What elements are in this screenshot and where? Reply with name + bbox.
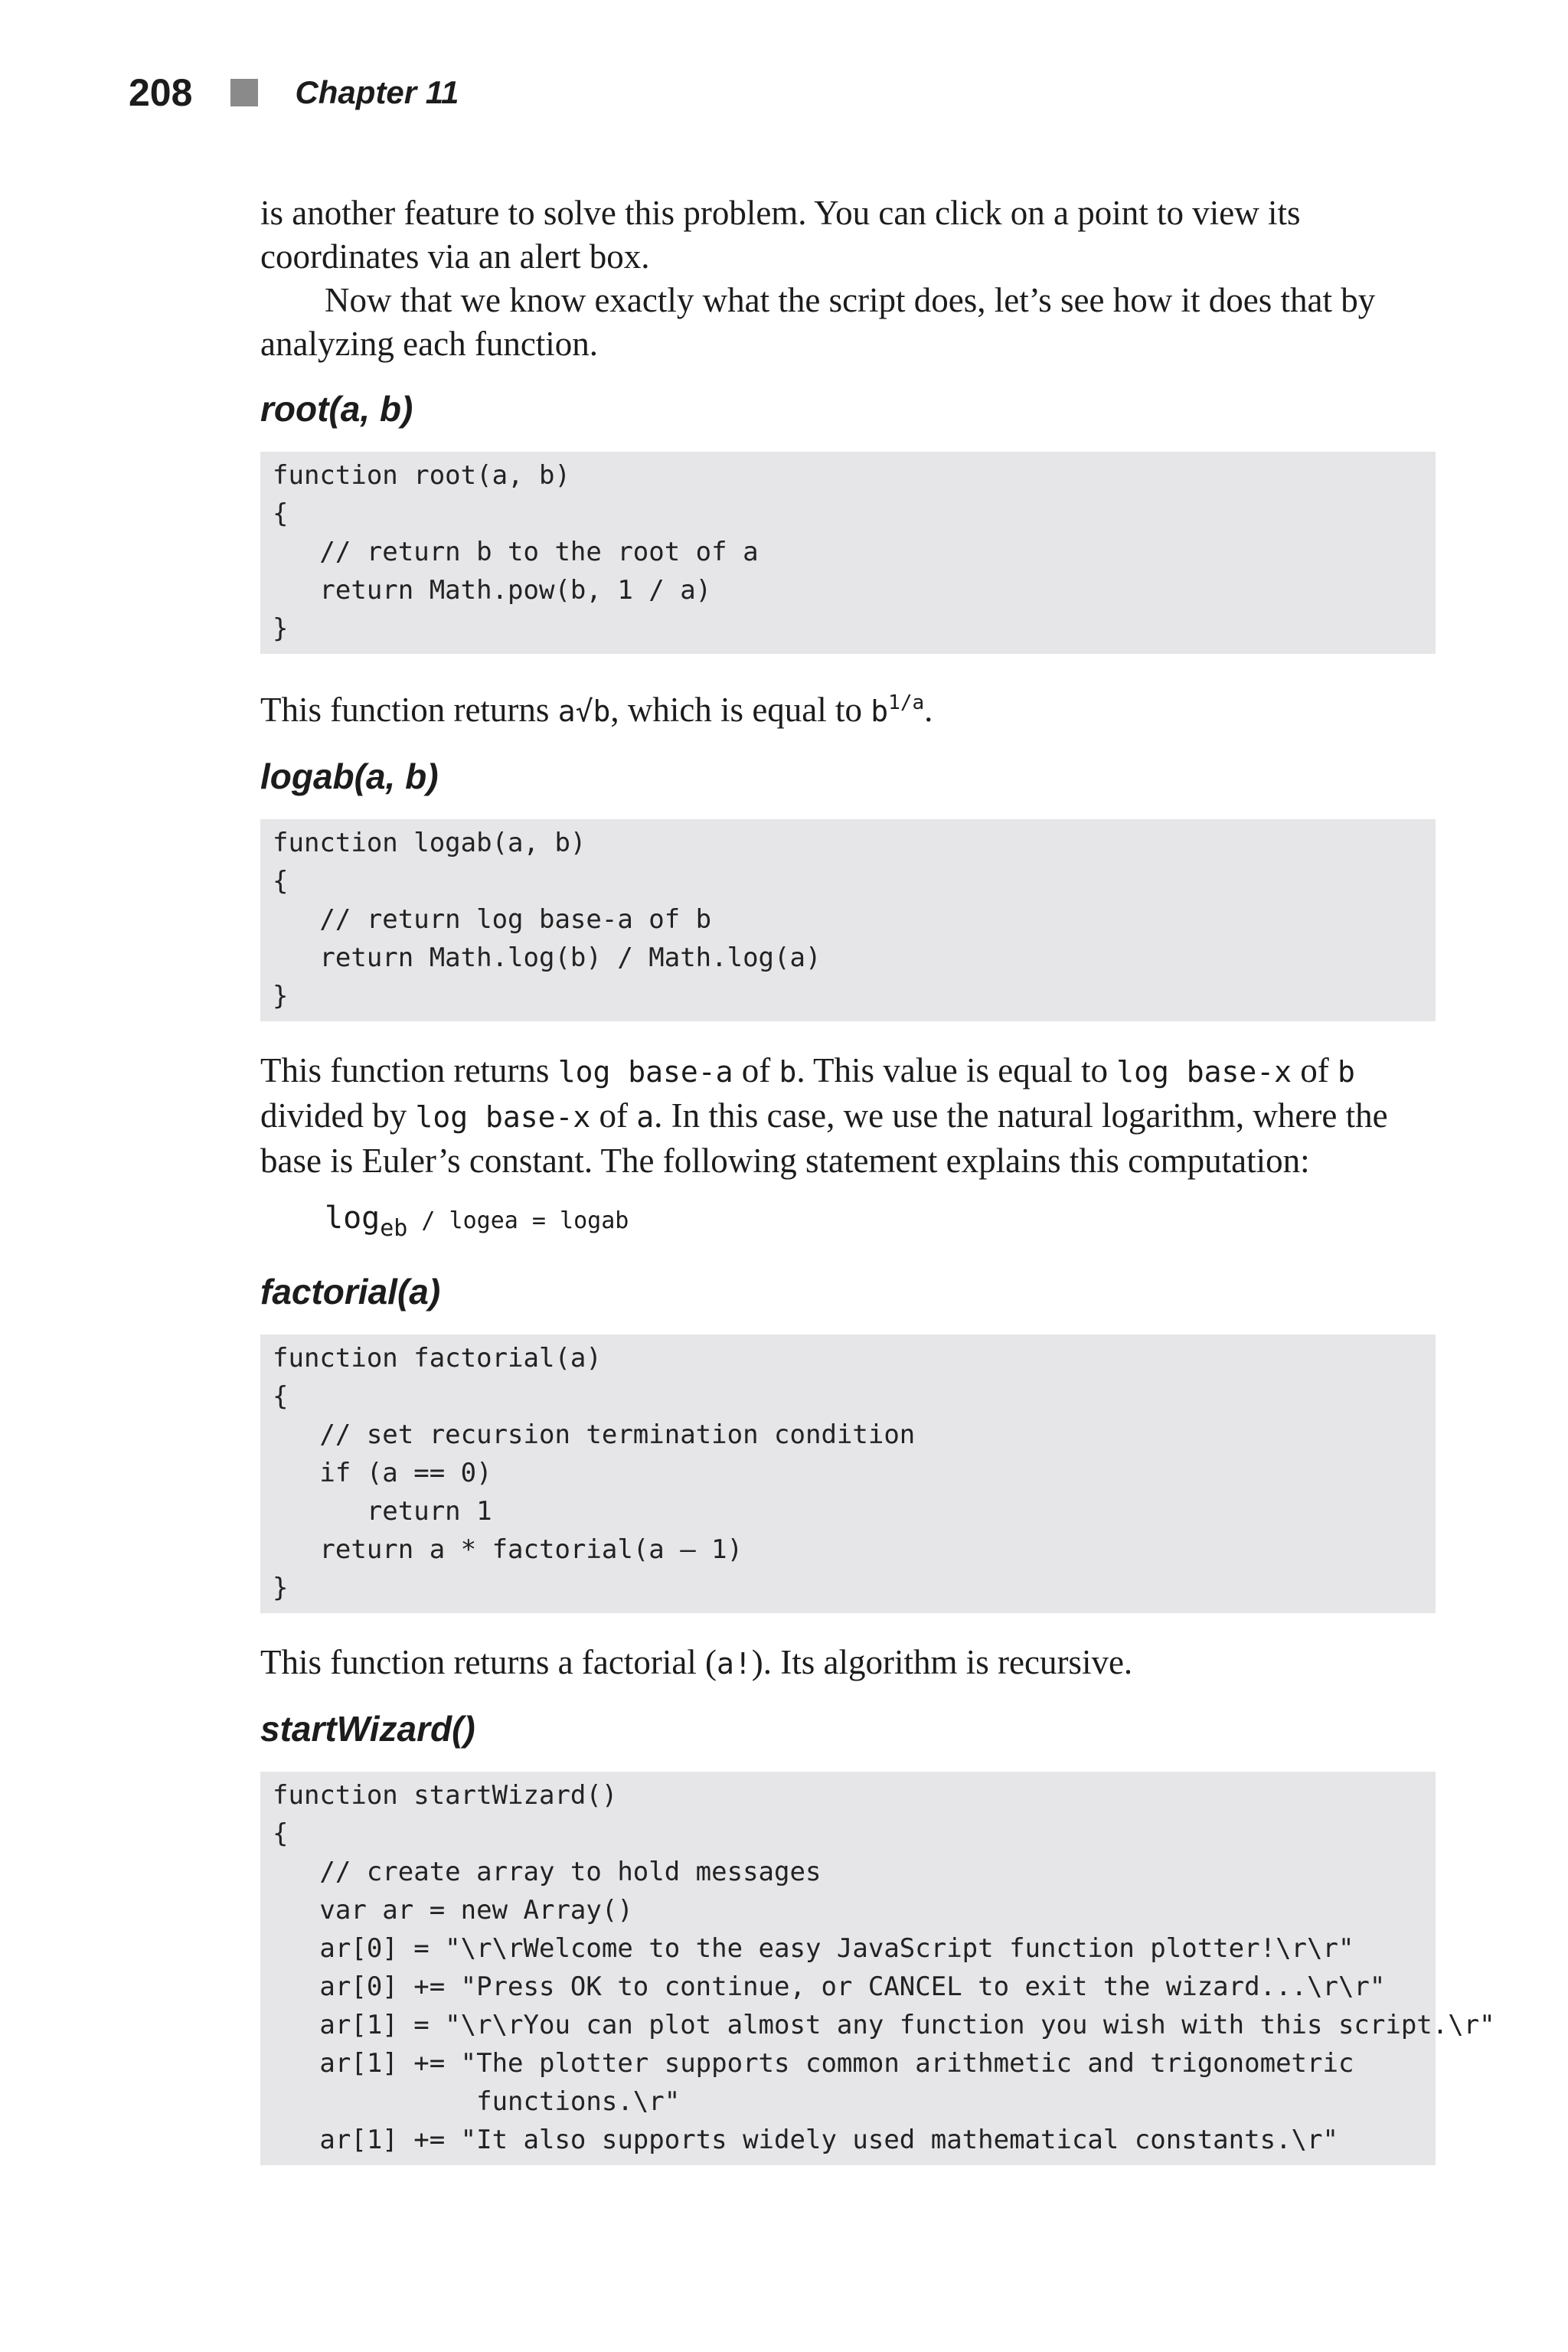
- logab-desc-code: b: [779, 1055, 797, 1089]
- code-line: ar[0] += "Press OK to continue, or CANCEL to exit the wizard...\r\r": [273, 1971, 1386, 2002]
- code-line: return 1: [273, 1496, 492, 1527]
- header-square-icon: [230, 79, 258, 106]
- root-desc-base: b: [871, 694, 889, 728]
- code-line: function factorial(a): [273, 1343, 602, 1374]
- factorial-description: [260, 1641, 1436, 1686]
- code-line: // return b to the root of a: [273, 537, 759, 567]
- code-block-factorial: [260, 1334, 1436, 1613]
- code-line: functions.\r": [273, 2086, 681, 2117]
- intro-paragraph-2: Now that we know exactly what the script does, let’s see how it does that by analyzing each function.: [260, 281, 1376, 363]
- factorial-desc-code: a!: [717, 1647, 752, 1681]
- code-block-logab: [260, 819, 1436, 1021]
- code-line: // set recursion termination condition: [273, 1419, 916, 1450]
- root-desc-middle: , which is equal to: [610, 691, 871, 729]
- code-block-startwizard: [260, 1772, 1495, 2165]
- root-desc-expr: a√b: [557, 694, 611, 728]
- logab-desc-text: . In this case, we use the natural logarithm, where the base is Euler’s constant. The following statement explains this computation:: [260, 1096, 1388, 1180]
- root-desc-exponent: 1/a: [888, 691, 925, 714]
- factorial-desc-text: ). Its algorithm is recursive.: [751, 1643, 1133, 1681]
- formula-subscript: eb: [380, 1215, 408, 1242]
- logab-desc-text: of: [1292, 1051, 1338, 1089]
- formula-rest: / logea = logab: [407, 1207, 629, 1234]
- code-line: // create array to hold messages: [273, 1857, 822, 1887]
- code-block-root: [260, 452, 1436, 654]
- code-line: {: [273, 1818, 289, 1849]
- logab-desc-text: of: [590, 1096, 637, 1135]
- code-line: ar[1] += "It also supports widely used mathematical constants.\r": [273, 2125, 1338, 2155]
- root-desc-before: This function returns: [260, 691, 558, 729]
- code-line: ar[1] = "\r\rYou can plot almost any function you wish with this script.\r": [273, 2010, 1495, 2040]
- logab-desc-code: a: [636, 1100, 655, 1134]
- logab-desc-text: divided by: [260, 1096, 416, 1135]
- factorial-desc-text: This function returns a factorial (: [260, 1643, 717, 1681]
- code-line: }: [273, 1573, 289, 1603]
- code-line: // return log base-a of b: [273, 904, 712, 935]
- logab-desc-text: . This value is equal to: [796, 1051, 1117, 1089]
- logab-desc-text: of: [733, 1051, 779, 1089]
- code-line: return Math.pow(b, 1 / a): [273, 575, 712, 606]
- code-line: ar[1] += "The plotter supports common arithmetic and trigonometric: [273, 2048, 1354, 2079]
- logab-desc-code: log base-a: [557, 1055, 733, 1089]
- root-description: [260, 681, 1436, 733]
- logab-desc-code: log base-x: [1116, 1055, 1292, 1089]
- logab-desc-code: b: [1338, 1055, 1355, 1089]
- page-content: [260, 191, 1495, 2193]
- page-number: 208: [129, 71, 193, 114]
- code-line: }: [273, 613, 289, 644]
- code-line: function logab(a, b): [273, 828, 586, 858]
- code-line: {: [273, 1381, 289, 1412]
- heading-startwizard: startWizard(): [260, 1709, 475, 1749]
- code-line: function startWizard(): [273, 1780, 618, 1811]
- code-line: return a * factorial(a – 1): [273, 1534, 743, 1565]
- root-desc-after: .: [924, 691, 933, 729]
- formula-log: log: [325, 1200, 381, 1236]
- logab-description: [260, 1049, 1436, 1183]
- code-line: ar[0] = "\r\rWelcome to the easy JavaScript function plotter!\r\r": [273, 1933, 1354, 1964]
- log-formula: [325, 1198, 1436, 1249]
- heading-factorial: factorial(a): [260, 1272, 441, 1312]
- code-line: if (a == 0): [273, 1458, 492, 1488]
- code-line: }: [273, 981, 289, 1011]
- code-line: {: [273, 498, 289, 529]
- intro-paragraph-1: is another feature to solve this problem. You can click on a point to view its coordinates via an alert box.: [260, 194, 1301, 276]
- logab-desc-code: log base-x: [415, 1100, 591, 1134]
- code-line: var ar = new Array(): [273, 1895, 633, 1926]
- heading-root: root(a, b): [260, 389, 413, 429]
- chapter-label: Chapter 11: [295, 74, 459, 110]
- code-line: return Math.log(b) / Math.log(a): [273, 942, 822, 973]
- running-header: [129, 66, 459, 119]
- code-line: function root(a, b): [273, 460, 570, 491]
- code-line: {: [273, 866, 289, 897]
- heading-logab: logab(a, b): [260, 756, 439, 796]
- logab-desc-text: This function returns: [260, 1051, 558, 1089]
